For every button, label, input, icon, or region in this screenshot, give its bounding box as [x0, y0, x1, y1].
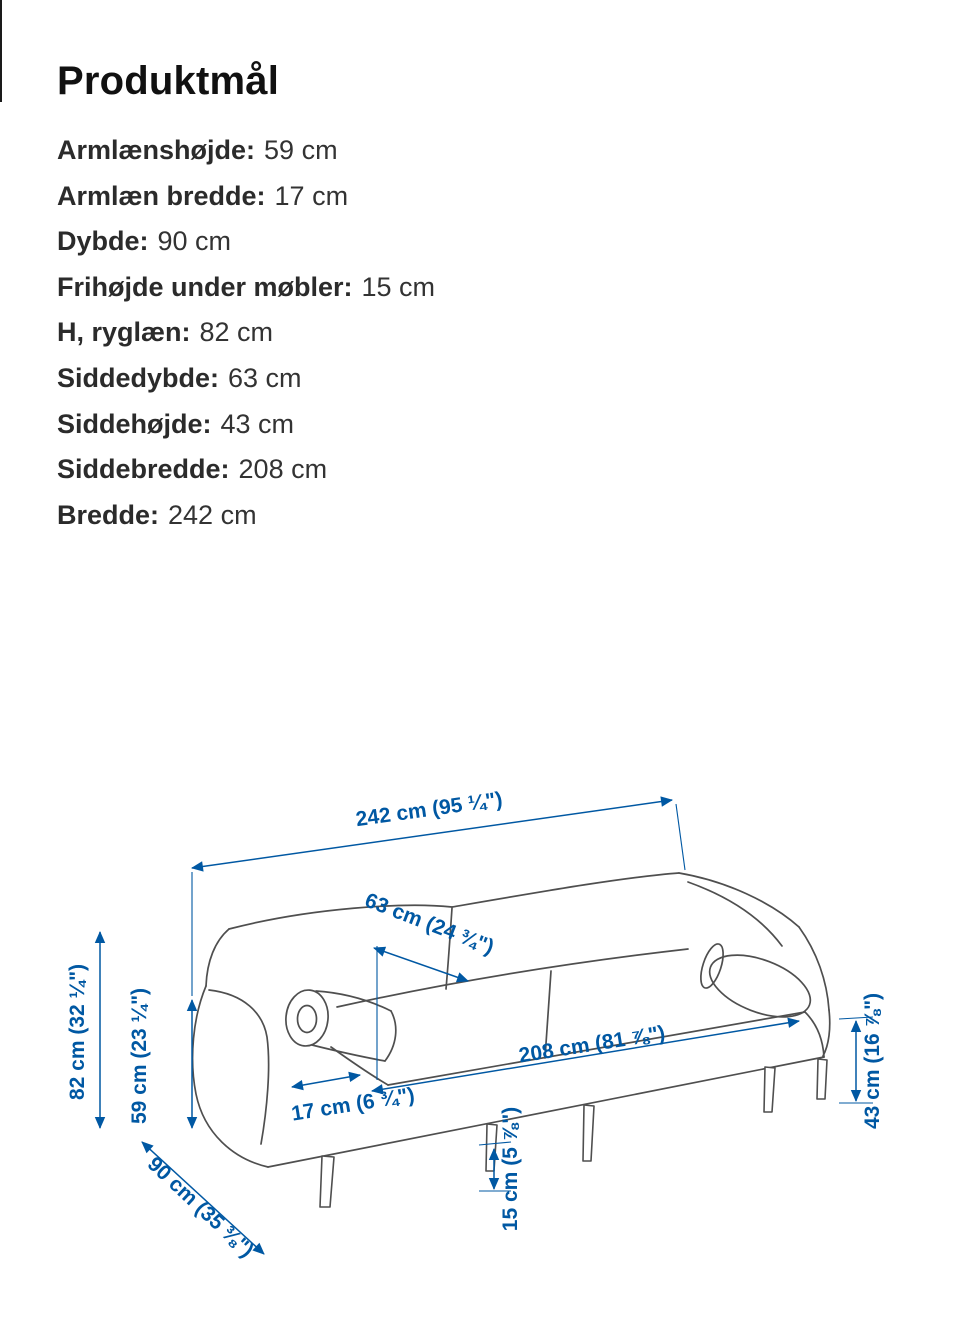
dimension-value: 17 cm — [274, 180, 349, 211]
dimension-label: Armlæn bredde: — [57, 180, 266, 211]
label-arm-width: 17 cm (6 ¾") — [289, 1083, 417, 1126]
sofa-left-bolster-cap-inner — [298, 1006, 317, 1033]
dimension-row-armrest-width — [57, 174, 435, 220]
label-arm-height: 59 cm (23 ¼") — [128, 987, 151, 1125]
sofa-left-bolster-cap — [283, 988, 331, 1048]
sofa-right-bolster-cap — [696, 941, 727, 990]
label-seat-height: 43 cm (16 ⅞") — [861, 992, 884, 1130]
dimension-label: Armlænshøjde: — [57, 135, 256, 165]
sofa-right-arm-top — [679, 873, 799, 927]
sofa-right-bolster — [701, 943, 819, 1030]
sofa-left-back-corner — [206, 929, 229, 986]
dimension-label: Siddedybde: — [57, 362, 220, 393]
sofa-dimension-drawing — [0, 760, 960, 1328]
dimension-value: 90 cm — [157, 226, 232, 257]
label-depth: 90 cm (35 ⅜") — [142, 1152, 259, 1263]
dimension-row-back-height — [57, 310, 435, 356]
page-title: Produktmål — [57, 58, 280, 103]
sofa-leg-mid-left — [486, 1124, 497, 1171]
dimension-row-seat-width — [57, 447, 435, 493]
dimension-row-clearance — [57, 265, 435, 311]
dimension-label: H, ryglæn: — [57, 317, 191, 348]
arrow-arm-width — [292, 1075, 360, 1087]
dimension-diagram — [0, 760, 960, 1328]
dimension-row-seat-depth — [57, 356, 435, 402]
dimension-labels — [66, 788, 884, 1262]
sofa-leg-mid-right — [583, 1105, 594, 1161]
dimension-lines — [100, 800, 873, 1254]
dimension-row-armrest-height — [57, 128, 435, 174]
dimension-row-depth — [57, 219, 435, 265]
sofa-seat-back-edge — [337, 949, 688, 1007]
label-seat-depth: 63 cm (24 ¾") — [361, 888, 497, 960]
label-clearance: 15 cm (5 ⅞") — [499, 1106, 522, 1232]
arrow-seat-depth — [374, 948, 468, 981]
label-back-height: 82 cm (32 ¼") — [66, 963, 89, 1101]
dimension-row-seat-height — [57, 402, 435, 448]
sofa-leg-front-right — [764, 1067, 775, 1112]
dimension-value: 242 cm — [168, 499, 257, 530]
sofa-left-bolster-end — [385, 1011, 396, 1061]
sofa-left-arm-roll — [209, 990, 269, 1144]
ext-width-total-right — [676, 804, 685, 870]
dimension-value: 43 cm — [220, 408, 295, 439]
dimension-label: Dybde: — [57, 226, 149, 257]
dimension-label: Siddehøjde: — [57, 408, 212, 439]
dimension-value: 208 cm — [238, 454, 328, 485]
dimension-value: 82 cm — [199, 317, 274, 348]
sofa-base-right — [805, 1012, 824, 1057]
dimension-row-width — [57, 493, 435, 539]
sofa-leg-front-left — [320, 1156, 334, 1207]
dimension-label: Siddebredde: — [57, 454, 230, 485]
label-seat-width: 208 cm (81 ⅞") — [517, 1021, 667, 1068]
label-width-total: 242 cm (95 ¼") — [354, 787, 504, 832]
dimension-label: Bredde: — [57, 499, 160, 530]
dimension-label: Frihøjde under møbler: — [57, 271, 353, 302]
sofa-leg-back-right — [817, 1059, 827, 1099]
dimensions-list — [57, 128, 435, 538]
sofa-right-arm-inner — [688, 882, 782, 946]
dimension-value: 63 cm — [228, 362, 302, 393]
page-edge-mark — [0, 0, 2, 102]
dimension-value: 15 cm — [361, 271, 436, 302]
dimension-value: 59 cm — [264, 135, 338, 165]
sofa-right-arm-outer — [799, 927, 829, 1010]
